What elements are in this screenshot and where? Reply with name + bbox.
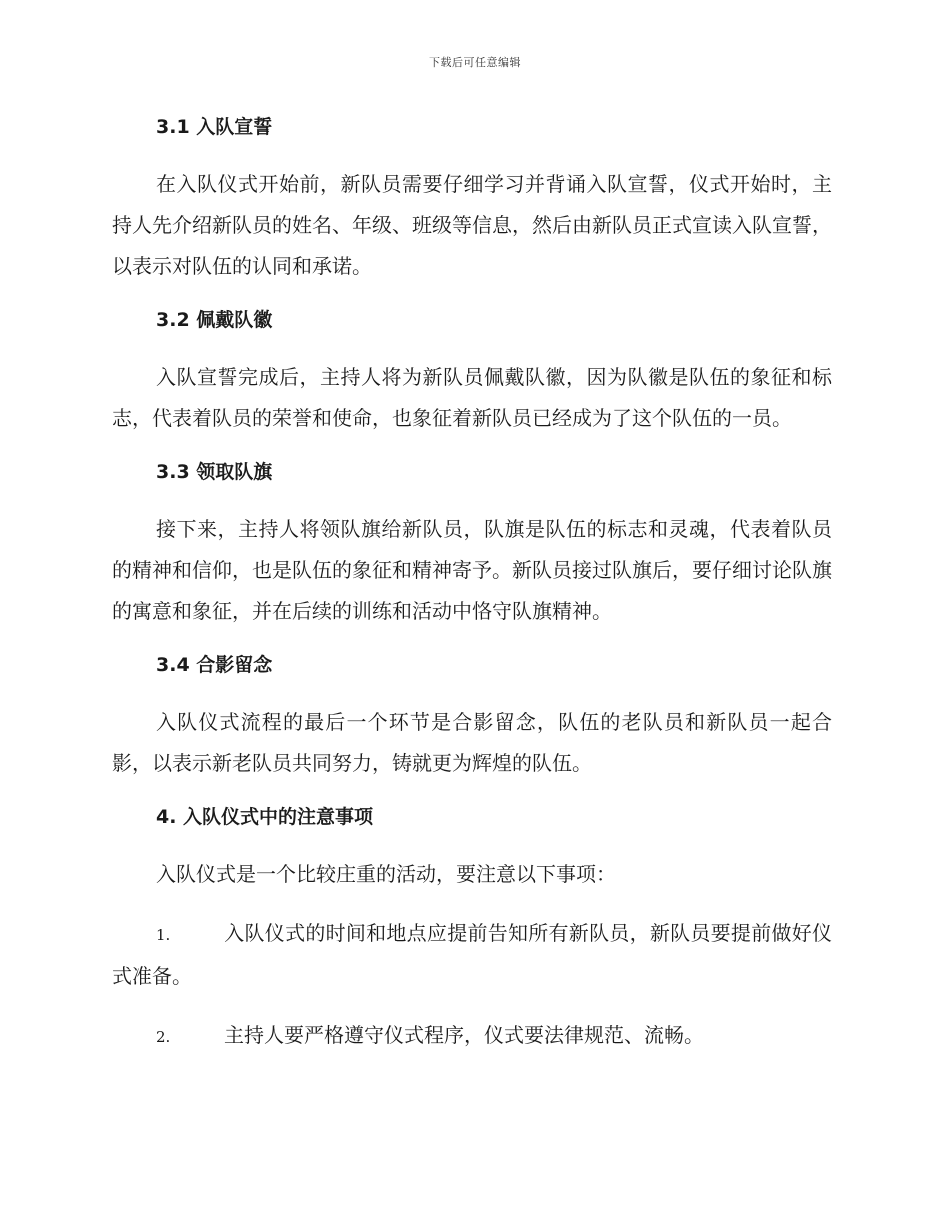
section-3-2 [112,305,832,457]
list-item-text: 主持人要严格遵守仪式程序，仪式要法律规范、流畅。 [224,1023,704,1047]
section-3-1 [112,112,832,305]
section-paragraph: 入队仪式是一个比较庄重的活动，要注意以下事项： [156,862,616,886]
section-4 [112,802,832,913]
section-heading: 3.3 领取队旗 [156,461,273,483]
list-item [112,1015,832,1058]
document-body [112,112,832,1058]
list-item [112,913,832,997]
section-paragraph: 接下来，主持人将领队旗给新队员，队旗是队伍的标志和灵魂，代表着队员的精神和信仰，也是队伍的象征和精神寄予。新队员接过队旗后，要仔细讨论队旗的寓意和象征，并在后续的训练和活动中恪守队旗精神。 [112,517,832,623]
section-heading: 3.4 合影留念 [156,654,273,676]
page-header: 下载后可任意编辑 [429,56,521,69]
notice-list [112,913,832,1058]
list-number: 2. [156,1028,171,1046]
section-paragraph: 入队宣誓完成后，主持人将为新队员佩戴队徽，因为队徽是队伍的象征和标志，代表着队员的荣誉和使命，也象征着新队员已经成为了这个队伍的一员。 [112,365,832,430]
section-heading: 4. 入队仪式中的注意事项 [156,806,374,828]
list-number: 1. [156,926,171,944]
section-heading: 3.1 入队宣誓 [156,116,273,138]
section-paragraph: 在入队仪式开始前，新队员需要仔细学习并背诵入队宣誓，仪式开始时，主持人先介绍新队员的姓名、年级、班级等信息，然后由新队员正式宣读入队宣誓，以表示对队伍的认同和承诺。 [112,172,832,278]
list-item-text: 入队仪式的时间和地点应提前告知所有新队员，新队员要提前做好仪式准备。 [112,921,832,988]
section-heading: 3.2 佩戴队徽 [156,309,273,331]
section-paragraph: 入队仪式流程的最后一个环节是合影留念，队伍的老队员和新队员一起合影，以表示新老队员共同努力，铸就更为辉煌的队伍。 [112,710,832,775]
section-3-3 [112,457,832,650]
section-3-4 [112,650,832,802]
